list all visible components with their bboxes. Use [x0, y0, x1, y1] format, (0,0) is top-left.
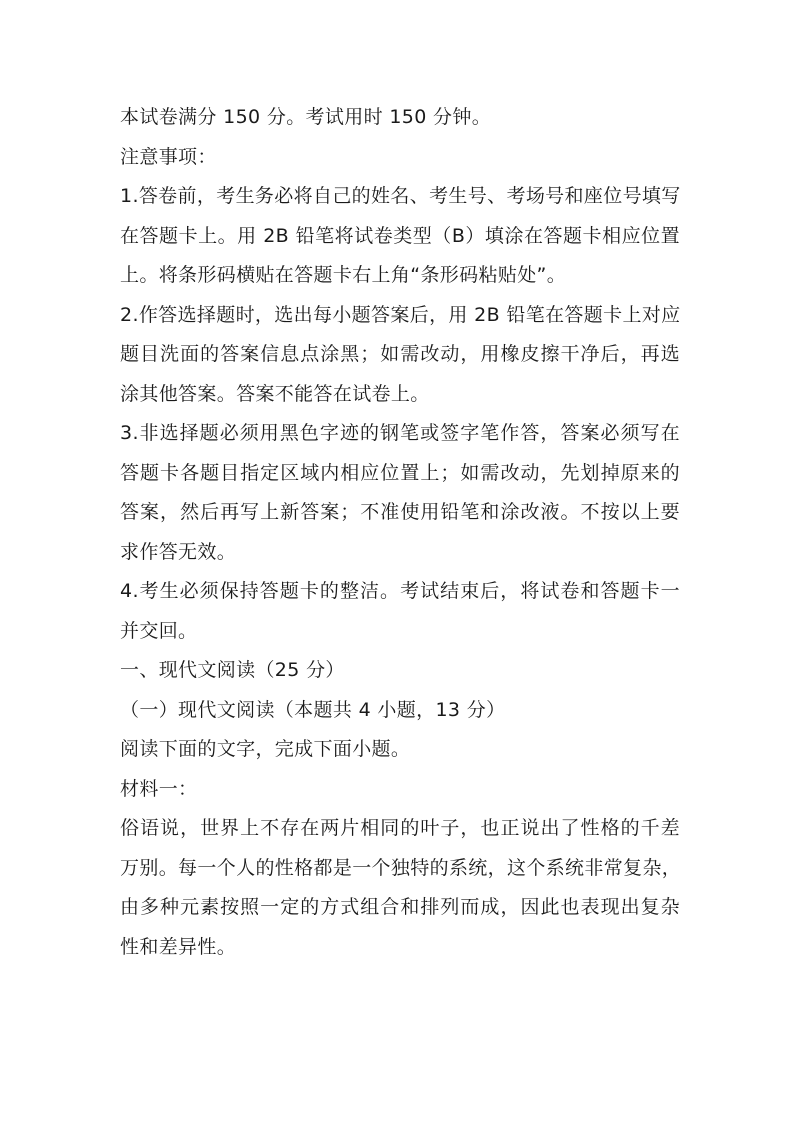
doc-line: 4.考生必须保持答题卡的整洁。考试结束后，将试卷和答题卡一 — [120, 580, 680, 602]
material-label: 材料一： — [120, 777, 198, 800]
document-page — [120, 98, 680, 967]
doc-line: 答题卡各题目指定区域内相应位置上；如需改动，先划掉原来的 — [120, 461, 680, 484]
doc-line: 俗语说，世界上不存在两片相同的叶子，也正说出了性格的千差 — [120, 817, 680, 839]
doc-line: 注意事项： — [120, 145, 217, 168]
doc-line: 2.作答选择题时，选出每小题答案后，用 2B 铅笔在答题卡上对应 — [120, 303, 681, 326]
doc-line: 并交回。 — [120, 619, 198, 642]
doc-line: 求作答无效。 — [120, 540, 237, 563]
doc-line: 涂其他答案。答案不能答在试卷上。 — [120, 382, 430, 405]
subsection-heading: （一）现代文阅读（本题共 4 小题，13 分） — [120, 698, 506, 721]
doc-line: 1.答卷前，考生务必将自己的姓名、考生号、考场号和座位号填写 — [120, 185, 681, 207]
doc-line: 3.非选择题必须用黑色字迹的钢笔或签字笔作答，答案必须写在 — [120, 422, 680, 444]
doc-line: 上。将条形码横贴在答题卡右上角“条形码粘贴处”。 — [120, 264, 567, 286]
doc-line: 在答题卡上。用 2B 铅笔将试卷类型（B）填涂在答题卡相应位置 — [120, 224, 680, 247]
doc-line: 本试卷满分 150 分。考试用时 150 分钟。 — [120, 106, 492, 128]
doc-line: 万别。每一个人的性格都是一个独特的系统，这个系统非常复杂， — [120, 856, 682, 879]
instruction-text: 阅读下面的文字，完成下面小题。 — [120, 738, 411, 760]
section-heading: 一、现代文阅读（25 分） — [120, 659, 345, 681]
doc-line: 题目洗面的答案信息点涂黑；如需改动，用橡皮擦干净后，再选 — [120, 343, 680, 365]
doc-line: 答案，然后再写上新答案；不准使用铅笔和涂改液。不按以上要 — [120, 501, 680, 523]
doc-line: 由多种元素按照一定的方式组合和排列而成，因此也表现出复杂 — [120, 896, 680, 918]
doc-line: 性和差异性。 — [120, 935, 237, 958]
